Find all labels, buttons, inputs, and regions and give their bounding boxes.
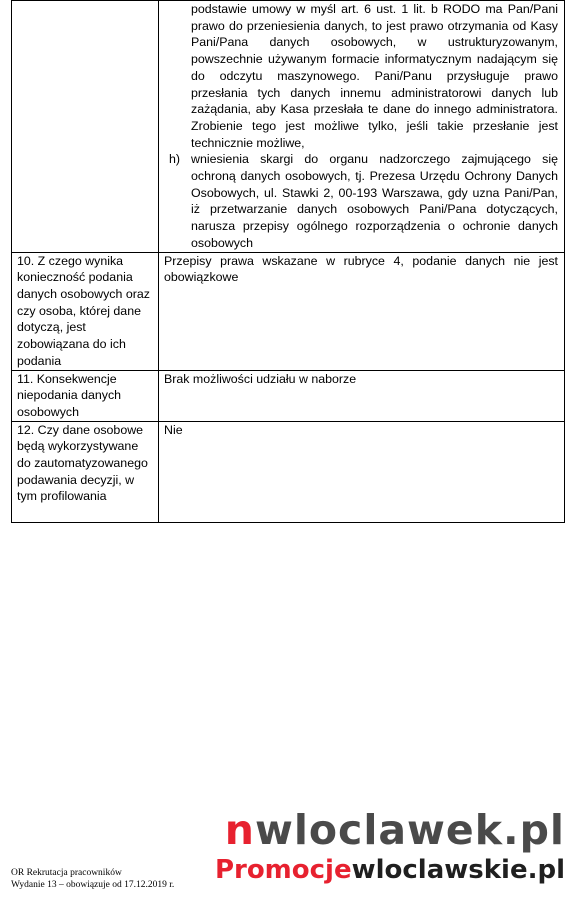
table-row (12, 252, 565, 370)
right-h-text: wniesienia skargi do organu nadzorczego zajmującego się ochroną danych osobowych, tj. Prezesa Urzędu Ochrony Danych Osobowych, ul. Stawki 2, 00-193 Warszawa, gdy uzna Pani/Pan, iż przetwarzanie danych osobowych Pani/Pana dotyczących, narusza przepisy ogólnego rozporządzenia o ochronie danych osobowych (191, 152, 558, 250)
rights-list-cell (159, 1, 565, 253)
watermark-highlight: Promocje (214, 855, 352, 885)
empty-question-cell (12, 1, 159, 253)
question-cell: 12. Czy dane osobowe będą wykorzystywane do zautomatyzowanego podawania decyzji, w tym profilowania (12, 421, 159, 522)
table-row (12, 370, 565, 421)
footer-edition: Wydanie 13 – obowiązuje od 17.12.2019 r. (11, 879, 175, 890)
answer-cell: Przepisy prawa wskazane w rubryce 4, podanie danych nie jest obowiązkowe (159, 252, 565, 370)
watermark-highlight: n (224, 806, 255, 854)
list-marker-h: h) (169, 152, 181, 167)
answer-cell: Nie (159, 421, 565, 522)
footer-title: OR Rekrutacja pracowników (11, 868, 122, 878)
watermark-text: wloclawskie.pl (351, 855, 565, 885)
watermark-nwloclawek (225, 806, 565, 854)
answer-cell: Brak możliwości udziału w naborze (159, 370, 565, 421)
question-cell: 10. Z czego wynika konieczność podania danych osobowych oraz czy osoba, której dane dotyczą, jest zobowiązana do ich podania (12, 252, 159, 370)
data-protection-table (11, 0, 565, 523)
table-row (12, 1, 565, 253)
watermark-promocje (215, 855, 565, 885)
question-cell: 11. Konsekwencje niepodania danych osobowych (12, 370, 159, 421)
document-footer (11, 868, 174, 891)
right-g-continued: podstawie umowy w myśl art. 6 ust. 1 lit. b RODO ma Pan/Pani prawo do przeniesienia danych, to jest prawo otrzymania od Kasy Pani/Pana danych osobowych, w ustrukturyzowanym, powszechnie używanym formacie informatycznym nadającym się do odczytu maszynowego. Pani/Panu przysługuje prawo przesłania tych danych innemu administratorowi danych lub zażądania, aby Kasa przesłała te dane do innego administratora. Zrobienie tego jest możliwe tylko, jeśli takie przesłanie jest technicznie możliwe, (191, 2, 558, 150)
table-row (12, 421, 565, 522)
watermark-text: wloclawek.pl (254, 806, 565, 854)
right-h (164, 151, 558, 251)
